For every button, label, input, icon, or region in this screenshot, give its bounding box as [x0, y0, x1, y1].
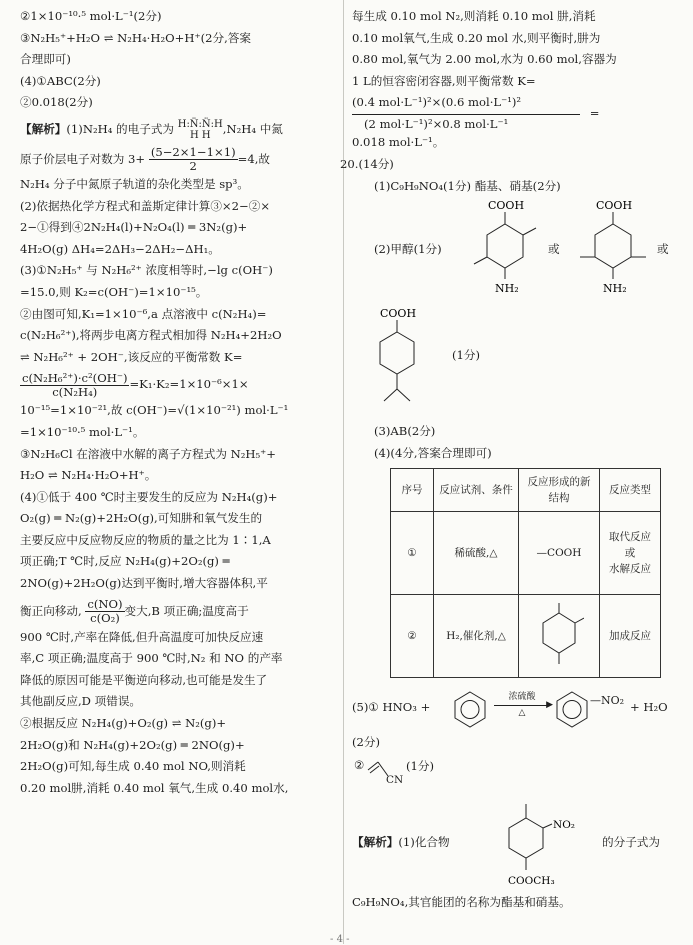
- ratio-line: [20, 595, 336, 627]
- ring: [543, 613, 575, 653]
- or-text: 或: [657, 242, 669, 257]
- body-line: 0.20 mol肼,消耗 0.40 mol 氧气,生成 0.40 mol水,: [20, 780, 289, 795]
- explanation-pre: [352, 834, 450, 850]
- q20-part2-label: (2)甲醇(1分): [374, 242, 442, 257]
- body-line: (2)依据热化学方程式和盖斯定律计算③×2−②×: [20, 198, 271, 213]
- ratio-fraction: [85, 598, 124, 625]
- body-line: 2−①得到④2N₂H₄(l)+N₂O₄(l) ═ 3N₂(g)+: [20, 220, 248, 235]
- lone-pair-line: [20, 144, 336, 174]
- explanation-intro: [20, 114, 336, 144]
- k-fraction: [20, 372, 129, 399]
- numerator: (5−2×1−1×1): [150, 145, 236, 160]
- benzene-ring: [452, 690, 488, 728]
- lone-pair-fraction: [149, 146, 238, 173]
- body-line: ⇌ N₂H₆²⁺ + 2OH⁻,该反应的平衡常数 K=: [20, 349, 243, 364]
- column-divider: [343, 0, 344, 944]
- or-text: 或: [548, 242, 560, 257]
- no2-group: —NO₂: [590, 694, 625, 708]
- text: =4,故: [237, 151, 270, 166]
- ring: [487, 224, 523, 268]
- page-number-value: 4: [336, 934, 343, 945]
- double-bond: [368, 762, 378, 770]
- cooch3-label: COOCH₃: [508, 874, 555, 887]
- denominator: 2: [189, 159, 197, 174]
- body-line: 1 L的恒容密闭容器,则平衡常数 K=: [352, 73, 536, 88]
- body-line: 4H₂O(g) ΔH₄=2ΔH₃−2ΔH₂−ΔH₁。: [20, 241, 220, 256]
- no2-label: NO₂: [601, 694, 625, 708]
- cooh-label: COOH: [488, 199, 525, 213]
- q20-explanation: [352, 802, 677, 892]
- left-column: [20, 6, 336, 799]
- body-line: c(N₂H₆²⁺),将两步电离方程式相加得 N₂H₄+2H₂O: [20, 328, 282, 343]
- nitro-bond: [543, 824, 552, 828]
- q20-part3: (3)AB(2分): [374, 424, 436, 439]
- aromatic-circle: [563, 701, 581, 719]
- no2-label: NO₂: [553, 818, 576, 831]
- answer-line: 合理即可): [20, 52, 71, 67]
- delta-text: △: [518, 708, 526, 719]
- q20-part5b: [352, 754, 677, 794]
- jiexi-tag: 【解析】: [352, 834, 399, 849]
- numerator: c(NO): [87, 597, 123, 612]
- cn-label: CN: [386, 773, 404, 786]
- explanation-text: (1)N₂H₄ 的电子式为: [66, 121, 175, 136]
- body-line: O₂(g) ═ N₂(g)+2H₂O(g),可知肼和氧气发生的: [20, 511, 263, 526]
- body-line: 0.10 mol氧气,生成 0.20 mol 水,则平衡时,肼为: [352, 30, 601, 45]
- denominator: c(N₂H₄): [52, 384, 98, 399]
- eq-denominator: (2 mol·L⁻¹)²×0.8 mol·L⁻¹: [364, 117, 509, 132]
- body-line: 其他副反应,D 项错误。: [20, 694, 142, 709]
- points-text: (1分): [452, 348, 481, 363]
- q20-part4: (4)(4分,答案合理即可): [374, 445, 492, 460]
- q20-part1: (1)C₉H₉NO₄(1分) 酯基、硝基(2分): [374, 178, 561, 193]
- table-cell: ①: [391, 512, 434, 595]
- ring: [455, 692, 485, 727]
- body-line: ②由图可知,K₁=1×10⁻⁶,a 点溶液中 c(N₂H₄)=: [20, 306, 267, 321]
- table-row: [391, 595, 661, 678]
- nh2-label: NH₂: [603, 282, 627, 296]
- cooh-label: COOH: [596, 199, 633, 213]
- table-cell: 加成反应: [600, 595, 661, 678]
- benzene-structure-3: [366, 303, 436, 419]
- benzene-structure-1: [470, 197, 540, 301]
- answer-line: ③N₂H₅⁺+H₂O ⇌ N₂H₄·H₂O+H⁺(2分,答案: [20, 30, 251, 45]
- benzene-structure-2: [574, 197, 652, 301]
- points-text: (1分): [406, 758, 435, 773]
- answer-line: ②1×10⁻¹⁰·⁵ mol·L⁻¹(2分): [20, 9, 162, 23]
- type-line: 取代反应: [609, 531, 651, 544]
- text: 的分子式为: [602, 834, 660, 849]
- table-cell: H₂,催化剂,△: [434, 595, 519, 678]
- methyl-nitrobenzoate-structure: [504, 802, 592, 890]
- q20-part2: [352, 197, 677, 303]
- body-line: 率,C 项正确;温度高于 900 ℃时,N₂ 和 NO 的产率: [20, 651, 283, 666]
- reaction-product: + H₂O: [630, 700, 668, 715]
- eq-result: 0.018 mol·L⁻¹。: [352, 135, 445, 150]
- table-cell: [600, 512, 661, 595]
- cooh-label: COOH: [380, 307, 417, 321]
- body-line: 2H₂O(g)可知,每生成 0.40 mol NO,则消耗: [20, 759, 246, 774]
- ring: [557, 692, 587, 727]
- type-line: 或: [624, 547, 636, 560]
- q20-part2-structure3: [352, 303, 677, 421]
- condition-text: 浓硫酸: [508, 692, 536, 703]
- body-line: =1×10⁻¹⁰·⁵ mol·L⁻¹。: [20, 424, 145, 439]
- ring: [380, 332, 414, 374]
- type-line: 水解反应: [609, 563, 651, 576]
- body-line: H₂O ⇌ N₂H₄·H₂O+H⁺。: [20, 468, 157, 483]
- k-expression-line: [20, 368, 336, 400]
- body-line: 主要反应中反应物反应的物质的量之比为 1∶1,A: [20, 532, 271, 547]
- body-line: =15.0,则 K₂=c(OH⁻)=1×10⁻¹⁵。: [20, 284, 208, 299]
- body-line: (3)①N₂H₅⁺ 与 N₂H₆²⁺ 浓度相等时,−lg c(OH⁻): [20, 263, 273, 278]
- body-line: 2NO(g)+2H₂O(g)达到平衡时,增大容器体积,平: [20, 576, 268, 591]
- eq-numerator: (0.4 mol·L⁻¹)²×(0.6 mol·L⁻¹)²: [352, 95, 522, 110]
- body-line: (4)①低于 400 ℃时主要发生的反应为 N₂H₄(g)+: [20, 489, 278, 504]
- answer-line: (4)①ABC(2分): [20, 73, 101, 88]
- aromatic-circle: [461, 701, 479, 719]
- body-line: 2H₂O(g)和 N₂H₄(g)+2O₂(g) ═ 2NO(g)+: [20, 737, 245, 752]
- q20-part5-points: (2分): [352, 735, 381, 750]
- nitrobenzene-ring: [554, 690, 590, 728]
- explanation-last: C₉H₉NO₄,其官能团的名称为酯基和硝基。: [352, 894, 571, 909]
- q20-part5: [352, 686, 677, 732]
- ring: [509, 818, 543, 858]
- ring: [595, 224, 631, 268]
- body-line: 900 ℃时,产率在降低,但升高温度可加快反应速: [20, 629, 264, 644]
- lewis-structure: [178, 119, 223, 141]
- equals-sign: =: [589, 106, 600, 121]
- text: 衡正向移动,: [20, 603, 82, 618]
- fraction-bar: [352, 114, 580, 115]
- body-line: 0.80 mol,氧气为 2.00 mol,水为 0.60 mol,容器为: [352, 52, 617, 67]
- jiexi-tag: 【解析】: [20, 121, 67, 136]
- equilibrium-constant-expression: [352, 94, 677, 132]
- reaction-reactant: (5)① HNO₃ +: [352, 700, 431, 715]
- cyclohexane-structure: [534, 601, 584, 667]
- text: 原子价层电子对数为 3+: [20, 151, 146, 166]
- table-row: [391, 512, 661, 595]
- table-header: 反应形成的新结构: [519, 469, 600, 512]
- body-line: ②根据反应 N₂H₄(g)+O₂(g) ⇌ N₂(g)+: [20, 716, 227, 731]
- text: (1)化合物: [398, 834, 450, 849]
- numerator: c(N₂H₆²⁺)·c²(OH⁻): [22, 370, 128, 385]
- question-20-header: 20.(14分): [340, 156, 394, 171]
- body-line: N₂H₄ 分子中氮原子轨道的杂化类型是 sp³。: [20, 176, 249, 191]
- arrow-line: ▶: [494, 705, 550, 706]
- table-cell: 稀硫酸,△: [434, 512, 519, 595]
- methyl-bond: [523, 228, 536, 235]
- n-methyl-bond: [384, 389, 397, 401]
- table-header: 反应试剂、条件: [434, 469, 519, 512]
- text: =K₁·K₂=1×10⁻⁶×1×: [129, 377, 249, 392]
- body-line: ③N₂H₆Cl 在溶液中水解的离子方程式为 N₂H₅⁺+: [20, 446, 276, 461]
- table-cell: [519, 595, 600, 678]
- nh2-label: NH₂: [495, 282, 519, 296]
- lewis-top: H:N̈:N̈:H: [177, 118, 223, 130]
- table-header: 反应类型: [600, 469, 661, 512]
- reaction-table: [390, 468, 661, 678]
- body-line: 降低的原因可能是平衡逆向移动,也可能是发生了: [20, 672, 268, 687]
- table-cell: —COOH: [519, 512, 600, 595]
- item-number: ②: [354, 757, 365, 772]
- methyl-bond: [575, 618, 584, 623]
- denominator: c(O₂): [90, 611, 120, 626]
- answer-line: ②0.018(2分): [20, 95, 93, 110]
- table-cell: ②: [391, 595, 434, 678]
- body-line: 10⁻¹⁵=1×10⁻²¹,故 c(OH⁻)=√(1×10⁻²¹) mol·L⁻¹: [20, 403, 289, 418]
- methyl-bond: [474, 257, 487, 264]
- table-header-row: [391, 469, 661, 512]
- body-line: 项正确;T ℃时,反应 N₂H₄(g)+2O₂(g) ═: [20, 554, 230, 569]
- page-number: - 4 -: [330, 934, 350, 945]
- table-header: 序号: [391, 469, 434, 512]
- explanation-text: ,N₂H₄ 中氮: [222, 121, 283, 136]
- text: 变大,B 项正确;温度高于: [124, 603, 249, 618]
- lewis-bottom: H H: [189, 129, 211, 141]
- reaction-arrow: [494, 692, 553, 719]
- right-column: [340, 6, 677, 914]
- body-line: 每生成 0.10 mol N₂,则消耗 0.10 mol 肼,消耗: [352, 9, 596, 23]
- n-methyl-bond: [397, 389, 410, 401]
